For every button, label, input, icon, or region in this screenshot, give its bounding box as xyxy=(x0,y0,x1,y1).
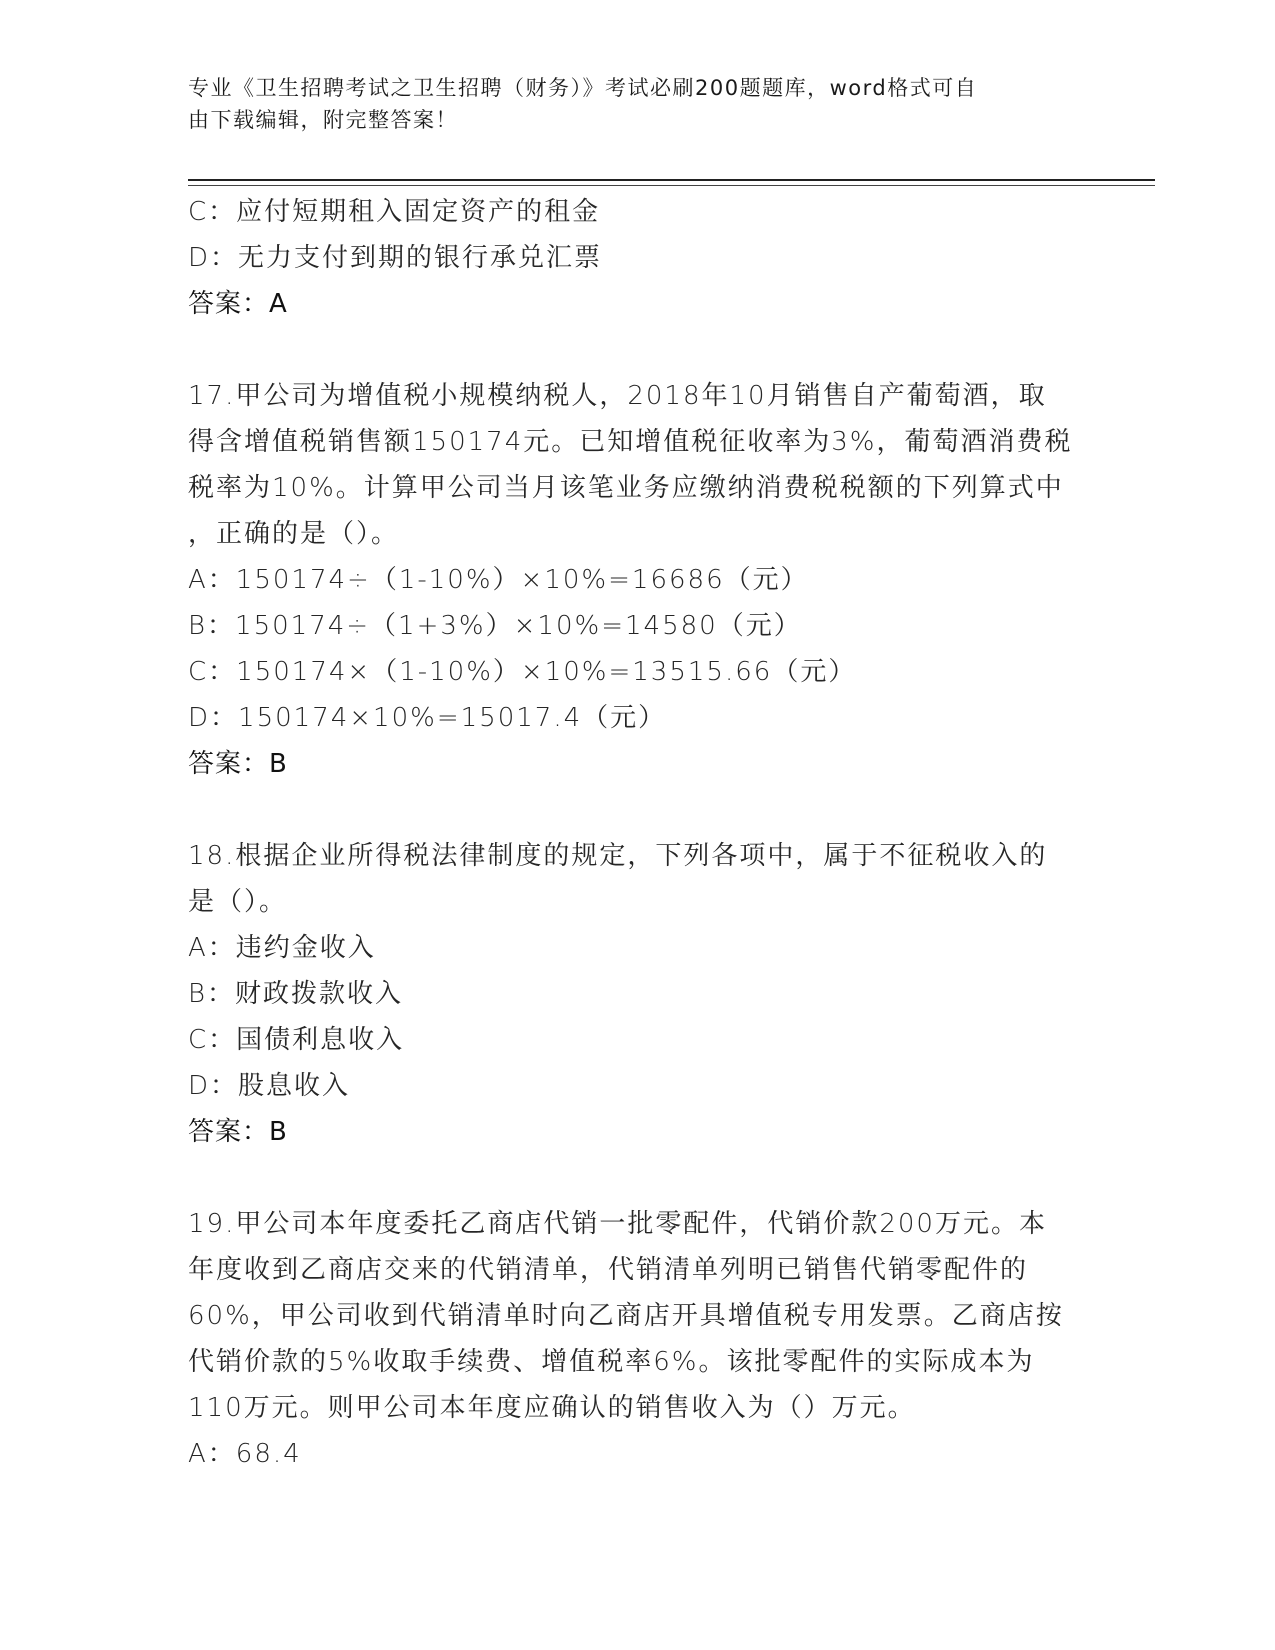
header-divider-thin xyxy=(188,185,1155,186)
option-d: D：无力支付到期的银行承兑汇票 xyxy=(188,243,603,273)
option-d: D：股息收入 xyxy=(188,1071,351,1101)
option-a: A：68.4 xyxy=(188,1439,302,1469)
question-stem-line: 17.甲公司为增值税小规模纳税人，2018年10月销售自产葡萄酒，取 xyxy=(188,381,1047,411)
question-stem-line: 110万元。则甲公司本年度应确认的销售收入为（）万元。 xyxy=(188,1393,916,1423)
question-stem-line: 是（）。 xyxy=(188,887,288,917)
answer-line: 答案：B xyxy=(188,1117,288,1147)
option-c: C：应付短期租入固定资产的租金 xyxy=(188,197,601,227)
option-b: B：150174÷（1+3%）×10%=14580（元） xyxy=(188,611,802,641)
option-c: C：国债利息收入 xyxy=(188,1025,405,1055)
option-a: A：违约金收入 xyxy=(188,933,376,963)
header-line: 由下载编辑，附完整答案！ xyxy=(188,108,458,132)
question-18 xyxy=(188,833,1088,1155)
spacer xyxy=(188,787,1088,833)
question-stem-line: 18.根据企业所得税法律制度的规定，下列各项中，属于不征税收入的 xyxy=(188,841,1048,871)
spacer xyxy=(188,327,1088,373)
question-stem-line: 得含增值税销售额150174元。已知增值税征收率为3%，葡萄酒消费税 xyxy=(188,427,1073,457)
question-stem-line: 19.甲公司本年度委托乙商店代销一批零配件，代销价款200万元。本 xyxy=(188,1209,1047,1239)
question-stem-line: 代销价款的5%收取手续费、增值税率6%。该批零配件的实际成本为 xyxy=(188,1347,1035,1377)
header-divider-thick xyxy=(188,179,1155,181)
document-header xyxy=(188,72,1068,136)
question-stem-line: 60%，甲公司收到代销清单时向乙商店开具增值税专用发票。乙商店按 xyxy=(188,1301,1064,1331)
header-line: 专业《卫生招聘考试之卫生招聘（财务）》考试必刷200题题库，word格式可自 xyxy=(188,76,978,100)
option-a: A：150174÷（1-10%）×10%=16686（元） xyxy=(188,565,809,595)
question-stem-line: ，正确的是（）。 xyxy=(188,519,400,549)
previous-question-tail xyxy=(188,189,1088,327)
question-17 xyxy=(188,373,1088,787)
question-stem-line: 年度收到乙商店交来的代销清单，代销清单列明已销售代销零配件的 xyxy=(188,1255,1029,1285)
option-d: D：150174×10%=15017.4（元） xyxy=(188,703,667,733)
document-body xyxy=(188,189,1088,1477)
question-stem-line: 税率为10%。计算甲公司当月该笔业务应缴纳消费税税额的下列算式中 xyxy=(188,473,1064,503)
answer-line: 答案：B xyxy=(188,749,288,779)
question-19 xyxy=(188,1201,1088,1477)
spacer xyxy=(188,1155,1088,1201)
option-b: B：财政拨款收入 xyxy=(188,979,404,1009)
answer-line: 答案：A xyxy=(188,289,288,319)
option-c: C：150174×（1-10%）×10%=13515.66（元） xyxy=(188,657,857,687)
